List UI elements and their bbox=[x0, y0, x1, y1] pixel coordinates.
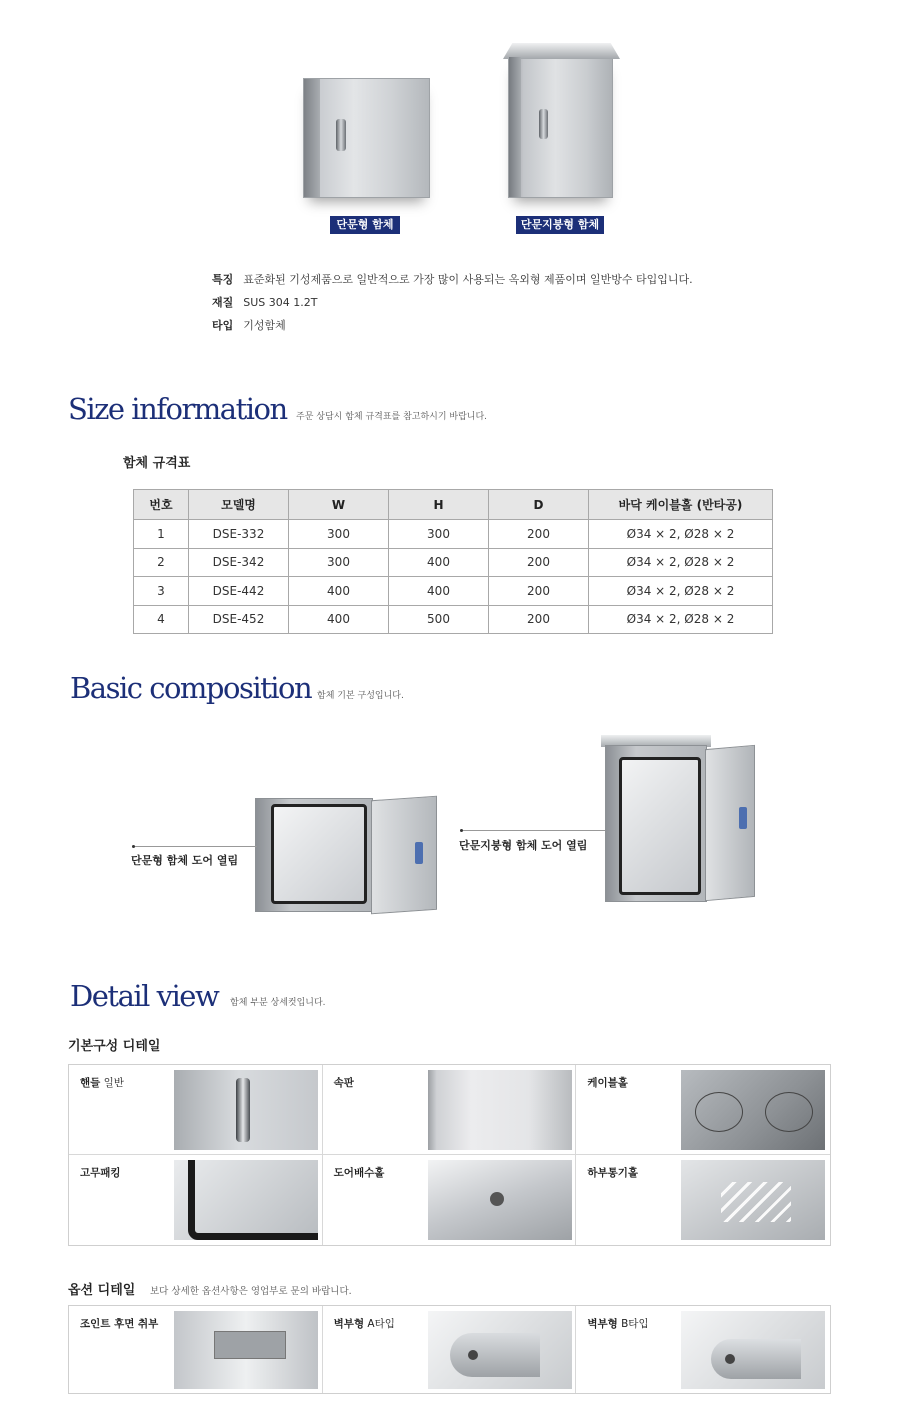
detail-cell-door-drain: 도어배수홀 bbox=[323, 1155, 577, 1245]
spec-feature: 특징 표준화된 기성제품으로 일반적으로 가장 많이 사용되는 옥외형 제품이며 일반방수 타입입니다. bbox=[212, 273, 693, 286]
product-label-single-door: 단문형 함체 bbox=[330, 216, 400, 234]
detail-cell-gasket: 고무패킹 bbox=[69, 1155, 323, 1245]
basic-detail-grid bbox=[68, 1064, 831, 1246]
size-info-title: Size information bbox=[68, 392, 287, 426]
single-door-enclosure-image bbox=[303, 78, 430, 198]
handle-icon bbox=[539, 109, 548, 139]
cable-hole-detail-image bbox=[681, 1070, 825, 1150]
single-door-open-image bbox=[255, 798, 437, 912]
table-header-row bbox=[134, 490, 773, 520]
callout-single-door: 단문형 함체 도어 열림 bbox=[131, 854, 239, 867]
col-cable-hole: 바닥 케이블홀 (반타공) bbox=[589, 490, 773, 520]
detail-note: 함체 부분 상세컷입니다. bbox=[230, 998, 326, 1008]
detail-cell-bottom-vent: 하부통기홀 bbox=[576, 1155, 830, 1245]
spec-material: 재질 SUS 304 1.2T bbox=[212, 296, 318, 309]
callout-roof-door: 단문지붕형 함체 도어 열림 bbox=[459, 839, 588, 852]
col-number: 번호 bbox=[134, 490, 189, 520]
option-detail-grid bbox=[68, 1305, 831, 1394]
table-row: 4 DSE-452 400 500 200 Ø34 × 2, Ø28 × 2 bbox=[134, 605, 773, 634]
size-table bbox=[133, 489, 773, 634]
detail-cell-handle: 핸들 일반 bbox=[69, 1065, 323, 1155]
table-row: 3 DSE-442 400 400 200 Ø34 × 2, Ø28 × 2 bbox=[134, 577, 773, 606]
door-drain-detail-image bbox=[428, 1160, 572, 1240]
product-label-roof: 단문지붕형 함체 bbox=[516, 216, 604, 234]
gasket-detail-image bbox=[174, 1160, 318, 1240]
roof-enclosure-image bbox=[508, 56, 613, 198]
size-info-note: 주문 상담시 함체 규격표를 참고하시기 바랍니다. bbox=[296, 412, 488, 422]
wall-type-a-detail-image bbox=[428, 1311, 572, 1389]
col-w: W bbox=[289, 490, 389, 520]
col-d: D bbox=[489, 490, 589, 520]
spec-type: 타입 기성함체 bbox=[212, 319, 286, 332]
table-title: 함체 규격표 bbox=[123, 456, 191, 471]
callout-line bbox=[135, 846, 257, 847]
composition-title: Basic composition bbox=[70, 671, 312, 705]
option-detail-note: 보다 상세한 옵션사항은 영업부로 문의 바랍니다. bbox=[150, 1286, 352, 1297]
detail-cell-inner-plate: 속판 bbox=[323, 1065, 577, 1155]
basic-detail-title: 기본구성 디테일 bbox=[68, 1039, 161, 1054]
handle-icon bbox=[336, 119, 346, 151]
option-cell-joint-rear: 조인트 후면 취부 bbox=[69, 1306, 323, 1393]
table-row: 1 DSE-332 300 300 200 Ø34 × 2, Ø28 × 2 bbox=[134, 520, 773, 549]
option-cell-wall-a: 벽부형 A타입 bbox=[323, 1306, 577, 1393]
inner-plate-detail-image bbox=[428, 1070, 572, 1150]
col-h: H bbox=[389, 490, 489, 520]
col-model: 모델명 bbox=[189, 490, 289, 520]
joint-rear-detail-image bbox=[174, 1311, 318, 1389]
detail-title: Detail view bbox=[70, 979, 219, 1013]
table-row: 2 DSE-342 300 400 200 Ø34 × 2, Ø28 × 2 bbox=[134, 548, 773, 577]
callout-line bbox=[463, 830, 605, 831]
wall-type-b-detail-image bbox=[681, 1311, 825, 1389]
option-cell-wall-b: 벽부형 B타입 bbox=[576, 1306, 830, 1393]
handle-detail-image bbox=[174, 1070, 318, 1150]
option-detail-title: 옵션 디테일 bbox=[68, 1283, 136, 1298]
detail-cell-cable-hole: 케이블홀 bbox=[576, 1065, 830, 1155]
bottom-vent-detail-image bbox=[681, 1160, 825, 1240]
composition-note: 함체 기본 구성입니다. bbox=[317, 691, 404, 701]
roof-door-open-image bbox=[605, 745, 755, 902]
